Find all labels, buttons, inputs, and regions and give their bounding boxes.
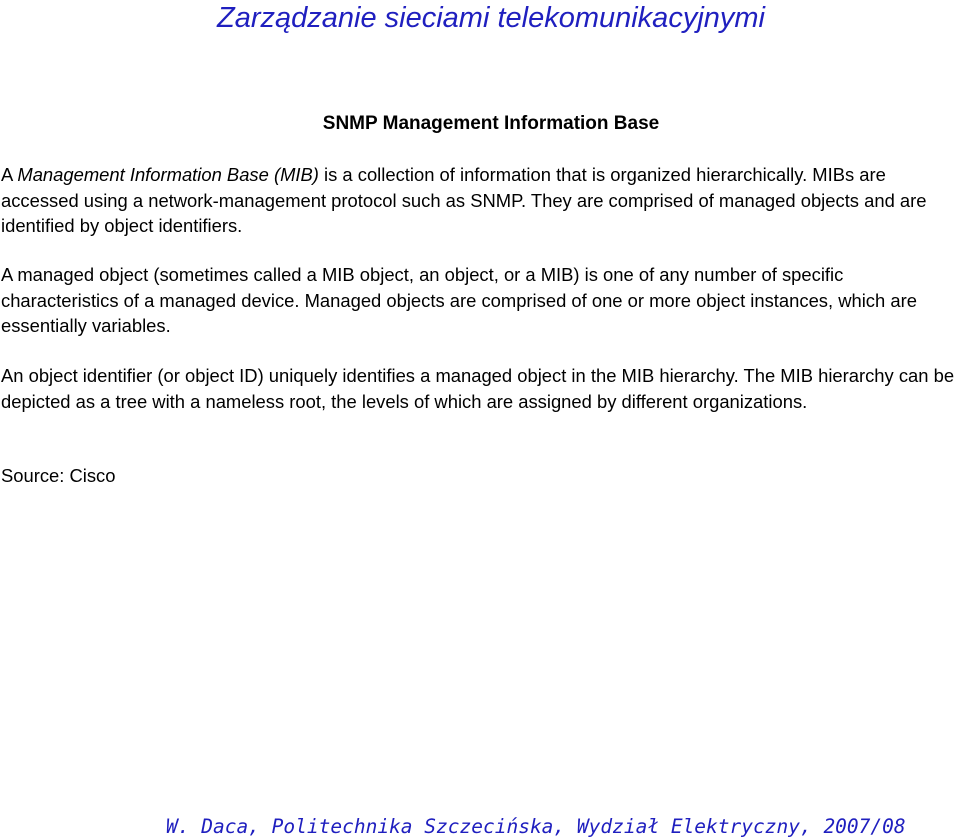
paragraph-object-identifier: An object identifier (or object ID) uniquely identifies a managed object in the MIB hierarchy. The MIB hierarchy can be depicted as a tree with a nameless root, the levels of which are assigned by different organizations. [1,365,955,412]
paragraph-lead: A [1,164,18,185]
paragraph-mib-definition [1,162,959,239]
footer-credits: W. Daca, Politechnika Szczecińska, Wydział Elektryczny, 2007/08 [166,815,906,838]
mib-term: Management Information Base (MIB) [17,164,319,185]
paragraph-rest: is a collection of information that is organized hierarchically. MIBs are accessed using a network-management protocol such as SNMP. They are comprised of managed objects and are identified by object identifiers. [1,164,927,236]
paragraph-managed-object: A managed object (sometimes called a MIB object, an object, or a MIB) is one of any number of specific characteristics of a managed device. Managed objects are comprised of one or more object instances, which are essentially variables. [1,264,917,336]
page-title: Zarządzanie sieciami telekomunikacyjnymi [217,2,765,34]
source-note: Source: Cisco [1,465,116,486]
section-heading: SNMP Management Information Base [322,113,660,134]
